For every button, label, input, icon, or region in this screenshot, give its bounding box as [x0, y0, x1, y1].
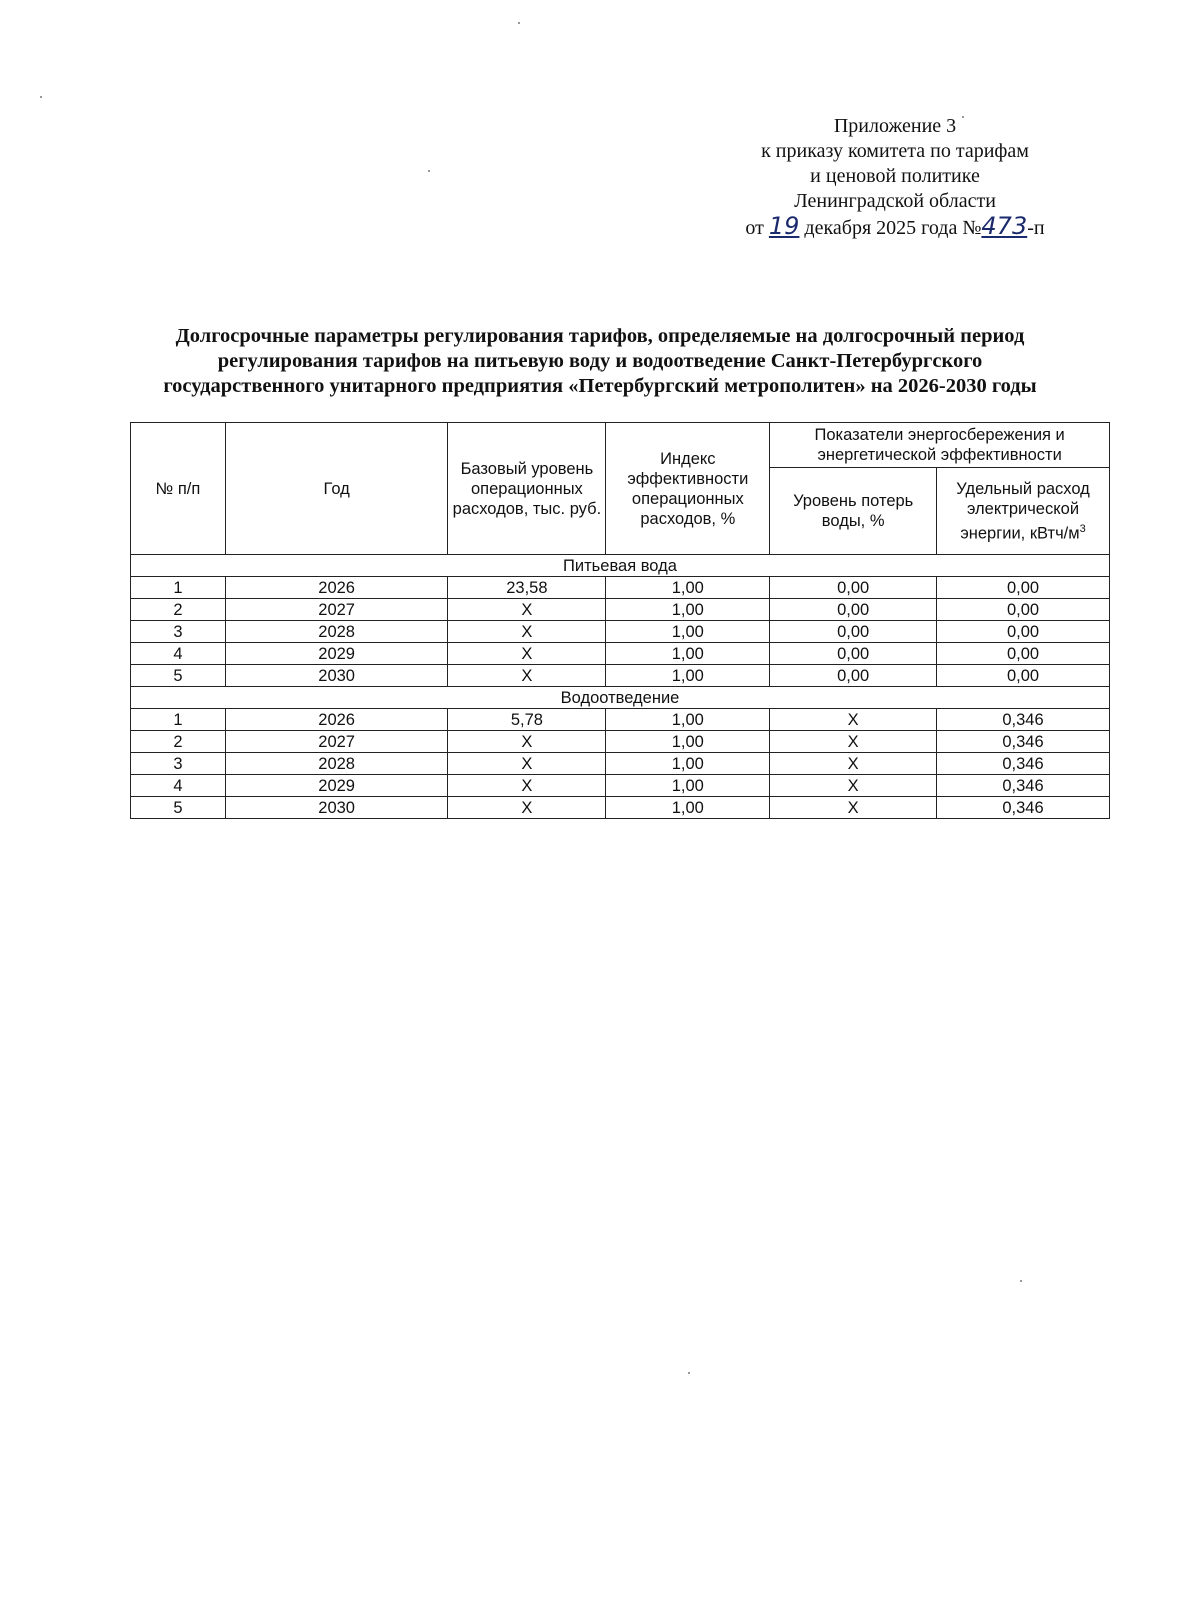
table-cell: Х: [448, 643, 606, 665]
table-cell: 1,00: [606, 577, 770, 599]
date-prefix: от: [745, 217, 764, 239]
table-row: [131, 665, 1110, 687]
table-cell: 0,346: [937, 753, 1110, 775]
table-cell: Х: [770, 753, 937, 775]
table-cell: 0,00: [937, 599, 1110, 621]
table-row: [131, 621, 1110, 643]
table-cell: 5: [131, 797, 226, 819]
table-cell: 1,00: [606, 753, 770, 775]
table-row: [131, 797, 1110, 819]
table-cell: 2030: [225, 665, 448, 687]
table-cell: 1,00: [606, 643, 770, 665]
scan-speck: [688, 1372, 690, 1374]
table-cell: 4: [131, 643, 226, 665]
appendix-date-line: [700, 214, 1090, 241]
appendix-line: Приложение 3: [833, 115, 957, 137]
table-cell: 1,00: [606, 665, 770, 687]
header-energy-use: [937, 468, 1110, 555]
header-energy-use-sup: 3: [1079, 522, 1086, 535]
header-energy-group: Показатели энергосбережения и энергетической эффективности: [770, 423, 1110, 468]
table-cell: 2027: [225, 731, 448, 753]
document-title: [100, 324, 1100, 399]
table-cell: 1,00: [606, 731, 770, 753]
section-title: Питьевая вода: [131, 555, 1110, 577]
title-line: государственного унитарного предприятия «Петербургский метрополитен» на 2026-2030 годы: [163, 375, 1037, 397]
table-row: [131, 731, 1110, 753]
table-cell: 0,00: [770, 599, 937, 621]
table-cell: Х: [770, 775, 937, 797]
table-cell: 4: [131, 775, 226, 797]
table-cell: 2029: [225, 775, 448, 797]
table-cell: 1,00: [606, 775, 770, 797]
table-cell: Х: [448, 599, 606, 621]
table-cell: 2: [131, 599, 226, 621]
table-row: [131, 577, 1110, 599]
table-row: [131, 643, 1110, 665]
table-cell: 0,346: [937, 797, 1110, 819]
table-row: [131, 753, 1110, 775]
table-cell: 0,00: [937, 621, 1110, 643]
table-cell: 1: [131, 709, 226, 731]
header-num: № п/п: [131, 423, 226, 555]
table-cell: Х: [448, 753, 606, 775]
appendix-line: и ценовой политике: [810, 165, 980, 187]
handwritten-order-number: 473: [981, 212, 1028, 240]
header-year: Год: [225, 423, 448, 555]
table-cell: Х: [448, 797, 606, 819]
table-cell: 0,00: [770, 577, 937, 599]
order-suffix: -п: [1027, 217, 1045, 239]
header-water-loss: Уровень потерь воды, %: [770, 468, 937, 555]
scan-speck: [428, 170, 430, 172]
table-cell: 0,00: [770, 621, 937, 643]
header-base-level: Базовый уровень операционных расходов, тыс. руб.: [448, 423, 606, 555]
scan-speck: [1020, 1280, 1022, 1282]
scan-speck: [518, 22, 520, 24]
title-line: Долгосрочные параметры регулирования тарифов, определяемые на долгосрочный период: [175, 325, 1025, 347]
table-row: [131, 775, 1110, 797]
date-middle: декабря 2025 года №: [804, 217, 982, 239]
table-cell: Х: [448, 775, 606, 797]
table-cell: 0,00: [937, 643, 1110, 665]
table-cell: 2029: [225, 643, 448, 665]
section-row: [131, 687, 1110, 709]
table-cell: 0,00: [770, 643, 937, 665]
table-row: [131, 709, 1110, 731]
table-cell: 0,00: [937, 665, 1110, 687]
scan-speck: [40, 96, 42, 98]
table-cell: 2030: [225, 797, 448, 819]
table-cell: 0,346: [937, 709, 1110, 731]
handwritten-day: 19: [768, 212, 800, 240]
table-cell: 2: [131, 731, 226, 753]
section-row: [131, 555, 1110, 577]
table-cell: 0,00: [770, 665, 937, 687]
appendix-line: к приказу комитета по тарифам: [761, 140, 1029, 162]
table-cell: 5,78: [448, 709, 606, 731]
header-efficiency-index: Индекс эффективности операционных расходов, %: [606, 423, 770, 555]
table-cell: 2027: [225, 599, 448, 621]
table-cell: Х: [448, 731, 606, 753]
table-cell: 2026: [225, 577, 448, 599]
table-row: [131, 599, 1110, 621]
tariff-parameters-table: [130, 422, 1110, 819]
table-cell: Х: [770, 797, 937, 819]
table-cell: Х: [448, 621, 606, 643]
table-cell: 1: [131, 577, 226, 599]
table-cell: 1,00: [606, 797, 770, 819]
table-cell: 2028: [225, 753, 448, 775]
title-line: регулирования тарифов на питьевую воду и водоотведение Санкт-Петербургского: [217, 350, 983, 372]
table-cell: 3: [131, 753, 226, 775]
appendix-line: Ленинградской области: [794, 190, 996, 212]
table-cell: 0,346: [937, 775, 1110, 797]
table-cell: Х: [448, 665, 606, 687]
section-title: Водоотведение: [131, 687, 1110, 709]
table-cell: 0,346: [937, 731, 1110, 753]
appendix-header: [700, 114, 1090, 241]
table-cell: 23,58: [448, 577, 606, 599]
table-cell: 3: [131, 621, 226, 643]
table-cell: 1,00: [606, 621, 770, 643]
header-energy-use-text: Удельный расход электрической энергии, кВтч/м: [956, 479, 1090, 543]
table-body: [131, 555, 1110, 819]
table-cell: Х: [770, 709, 937, 731]
table-cell: 2028: [225, 621, 448, 643]
table-cell: 1,00: [606, 599, 770, 621]
scan-speck: [962, 116, 964, 118]
table-cell: 1,00: [606, 709, 770, 731]
table-cell: Х: [770, 731, 937, 753]
table-cell: 0,00: [937, 577, 1110, 599]
table-cell: 5: [131, 665, 226, 687]
table-cell: 2026: [225, 709, 448, 731]
